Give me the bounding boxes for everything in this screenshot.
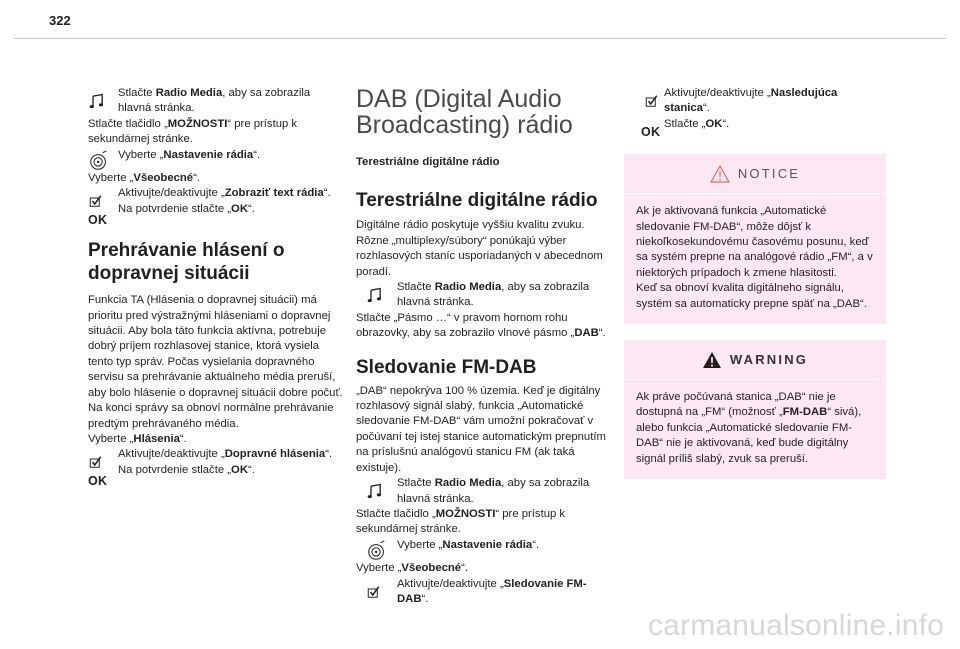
warning-triangle-icon bbox=[702, 351, 722, 369]
step-radio-settings-2: Vyberte „Nastavenie rádia“. bbox=[356, 538, 611, 553]
traffic-body: Funkcia TA (Hlásenia o dopravnej situácii) má prioritu pred výstražnými hláseniami o dopravnej situácii. Aby bola táto funkcia aktívna, potrebuje dobrý príjem rozhlasovej stanice, ktorá vysiela tento typ správ. Počas vysielania dopravného servisu sa prehrávanie aktuálneho média preruší, aby bolo hlásenie o dopravnej situácii dobre počuť. Na konci správy sa obnoví normálne prehrávanie predtým prehrávaného média. bbox=[88, 294, 343, 430]
step-general-2: Vyberte „Všeobecné“. bbox=[356, 562, 468, 575]
section-heading-terrestrial: Terestriálne digitálne rádio bbox=[356, 190, 598, 212]
warning-text: Ak práve počúvaná stanica „DAB“ nie je dostupná na „FM“ (možnosť „FM-DAB“ sivá), alebo funkcia „Automatické sledovanie FM-DAB“ nie je aktivovaná, keď bude digitálny signál príliš slabý, zvuk sa preruší. bbox=[636, 391, 862, 465]
music-note-icon bbox=[366, 286, 386, 306]
step-confirm-ok-2: OK Na potvrdenie stlačte „OK“. bbox=[88, 463, 343, 478]
step-options: Stlačte tlačidlo „MOŽNOSTI“ pre prístup k sekundárnej stránke. bbox=[88, 117, 298, 146]
step-radio-media: Stlačte Radio Media, aby sa zobrazila hlavná stránka. bbox=[88, 86, 343, 117]
fm-dab-body: „DAB“ nepokrýva 100 % územia. Keď je digitálny rozhlasový signál slabý, funkcia „Automatické sledovanie FM-DAB“ vám umožní pokračovať v počúvaní tej istej stanice automatickým prepnutím na príslušnú analógovú stanicu FM (ak taká existuje). bbox=[356, 384, 606, 474]
notice-text-1: Ak je aktivovaná funkcia „Automatické sledovanie FM-DAB“, môže dôjsť k niekoľkosekundovému časovému posunu, keď sa systém prepne na analógové rádio „FM“, a v niektorých prípadoch k zmene hlasitosti. bbox=[636, 205, 873, 279]
radio-settings-icon bbox=[88, 150, 110, 172]
column-left bbox=[88, 86, 343, 488]
step-press-ok: OK Stlačte „OK“. bbox=[624, 117, 886, 132]
step-show-radio-text: Aktivujte/deaktivujte „Zobraziť text rádia“. bbox=[88, 186, 343, 201]
notice-label: NOTICE bbox=[737, 166, 801, 182]
dab-title: DAB (Digital Audio Broadcasting) rádio bbox=[356, 85, 573, 139]
notice-box bbox=[624, 154, 886, 324]
step-radio-media-3: Stlačte Radio Media, aby sa zobrazila hlavná stránka. bbox=[356, 476, 611, 507]
notice-triangle-icon bbox=[710, 165, 730, 183]
dab-subhead: Terestriálne digitálne rádio bbox=[356, 156, 500, 168]
step-fm-dab-toggle: Aktivujte/deaktivujte „Sledovanie FM-DAB“. bbox=[356, 577, 611, 608]
watermark: carmanualsonline.info bbox=[647, 609, 944, 642]
step-radio-settings: Vyberte „Nastavenie rádia“. bbox=[88, 148, 343, 163]
section-heading-fm-dab: Sledovanie FM-DAB bbox=[356, 356, 537, 378]
checkbox-icon bbox=[366, 583, 384, 601]
ok-icon: OK bbox=[88, 212, 108, 227]
warning-header bbox=[624, 340, 886, 380]
step-general: Vyberte „Všeobecné“. bbox=[88, 172, 200, 185]
column-middle bbox=[356, 86, 611, 607]
step-options-2: Stlačte tlačidlo „MOŽNOSTI“ pre prístup k sekundárnej stránke. bbox=[356, 507, 566, 536]
step-band: Stlačte „Pásmo …“ v pravom hornom rohu obrazovky, aby sa zobrazilo vlnové pásmo „DAB“. bbox=[356, 311, 606, 340]
music-note-icon bbox=[366, 482, 386, 502]
header-rule bbox=[14, 38, 946, 39]
section-heading-traffic: Prehrávanie hlásení o dopravnej situácii bbox=[88, 240, 285, 285]
step-confirm-ok: OK Na potvrdenie stlačte „OK“. bbox=[88, 202, 343, 217]
step-traffic-toggle: Aktivujte/deaktivujte „Dopravné hlásenia“. bbox=[88, 447, 343, 462]
step-next-station: Aktivujte/deaktivujte „Nasledujúca stanica“. bbox=[624, 86, 886, 117]
terrestrial-body: Digitálne rádio poskytuje vyššiu kvalitu zvuku. Rôzne „multiplexy/súbory“ ponúkajú výber rozhlasových staníc usporiadaných v abecednom poradí. bbox=[356, 219, 603, 278]
notice-header bbox=[624, 154, 886, 194]
column-right bbox=[624, 86, 886, 479]
music-note-icon bbox=[88, 92, 108, 112]
ok-icon: OK bbox=[641, 124, 661, 139]
notice-text-2: Keď sa obnoví kvalita digitálneho signálu, systém sa automaticky prepne späť na „DAB“. bbox=[636, 282, 867, 310]
step-radio-media-2: Stlačte Radio Media, aby sa zobrazila hlavná stránka. bbox=[356, 280, 611, 311]
warning-label: WARNING bbox=[729, 351, 809, 367]
page-number: 322 bbox=[49, 13, 71, 28]
ok-icon: OK bbox=[88, 473, 108, 488]
step-announcements: Vyberte „Hlásenia“. bbox=[88, 432, 187, 445]
warning-box bbox=[624, 340, 886, 479]
radio-settings-icon bbox=[366, 540, 388, 562]
checkbox-icon bbox=[644, 92, 662, 110]
